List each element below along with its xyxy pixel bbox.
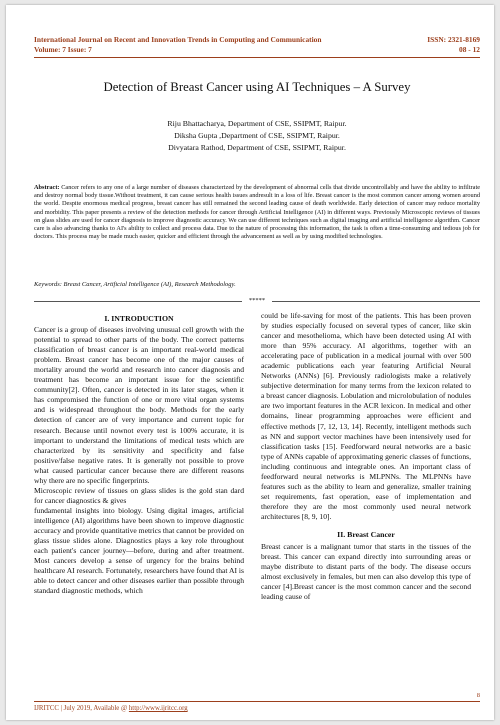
volume-issue: Volume: 7 Issue: 7: [34, 44, 92, 54]
right-paragraph-1: could be life-saving for most of the patients. This has been proven by studies especially focused on several types of cancer, like skin cancer and mesothelioma, which have been detected using AI with more than 95% accuracy. AI algorithms, together with an accelerating pace of publication in a medical journal with over 500 academic publications each year featuring Artificial Neural Networks (ANNs) [6]. Previously radiologists make a relatively subjective determination for many terms from the lexicon related to a breast cancer diagnosis. Lobulation and microlobulation of nodules are two important features in the ACR lexicon. In medical and other domains, linear programming approaches were efficient and effective methods [7, 12, 13, 14]. Recently, intelligent methods such as NN and support vector machines have been intensively used for classification tasks [15]. Feedforward neural networks are a basic type of ANNs capable of approximating generic classes of functions, including continuous and integrable ones. An important class of feedforward neural networks is MLPNNs. The MLPNNs have features such as the ability to learn and generalize, smaller training set requirements, fast operation, ease of implementation and therefore they are the most commonly used neural network architectures [8, 9, 10].: [261, 311, 471, 521]
left-column: [34, 314, 244, 596]
intro-paragraph-3: fundamental insights into biology. Using digital images, artificial intelligence (AI) algorithms have been shown to improve diagnostic accuracy and provide quantitative metrics that cannot be provided on glass tissue slides alone. Diagnostics plays a key role throughout each patient's cancer journey—before, during and after treatment. Most cancers develop a sense of urgency for the brains behind healthcare AI research. Fortunately, researchers have found that AI is able to detect cancer and other diseases earlier than possible through standard diagnostic methods, which: [34, 505, 244, 596]
breast-cancer-heading: II. Breast Cancer: [337, 529, 395, 539]
intro-paragraph-2: Microscopic review of tissues on glass slides is the gold stan dard for cancer diagnostics & gives: [34, 485, 244, 505]
header-divider: [34, 57, 480, 58]
abstract-label: Abstract:: [34, 184, 60, 191]
author-1: Riju Bhattacharya, Department of CSE, SSIPMT, Raipur.: [167, 119, 347, 128]
breast-cancer-paragraph: Breast cancer is a malignant tumor that starts in the tissues of the breast. This cancer can expand directly into surrounding areas or maybe distribute to distant parts of the body. The disease occurs almost exclusively in females, but men can also develop this type of cancer [4].Breast cancer is the most common cancer and the second leading cause of: [261, 542, 471, 602]
author-list: [34, 118, 480, 155]
issn-header: [427, 35, 480, 54]
paper-page: [6, 5, 494, 720]
footer: [34, 705, 188, 712]
right-column: [261, 311, 471, 602]
keywords: Keywords: Breast Cancer, Artificial Intelligence (AI), Research Methodology.: [34, 281, 236, 288]
section-separator: [34, 297, 480, 305]
separator-stars: *****: [248, 297, 266, 304]
page-number: 8: [476, 692, 480, 699]
paper-title: Detection of Breast Cancer using AI Techniques – A Survey: [103, 80, 411, 94]
separator-line-right: [272, 301, 480, 302]
page-range: 08 - 12: [459, 44, 480, 54]
intro-paragraph-1: Cancer is a group of diseases involving unusual cell growth with the potential to spread to other parts of the body. The correct patterns classification of breast cancer is an important real-world medical problem. Breast cancer has become one of the major causes of mortality around the world and research into cancer diagnosis and treatment has become an important issue for the scientific community[2]. Often, cancer is detected in its later stages, when it has compromised the function of one or more vital organ systems and is widespread throughout the body. Methods for the early detection of cancer are of very importance and current topic for research. Because until nownot every test is 100% accurate, it is important to understand the limitations of medical tests which are characterized by its sensitivity and specificity and false positive/false negative rates. It is generally not possible to prove what caused particular cancer because there are different reasons why there are no specific fingerprints.: [34, 325, 244, 485]
author-2: Diksha Gupta ,Department of CSE, SSIPMT, Raipur.: [174, 131, 340, 141]
author-3: Divyatara Rathod, Department of CSE, SSIPMT, Raipur.: [168, 143, 346, 153]
footer-text: IJRITCC | July 2019, Available @: [34, 705, 129, 712]
footer-divider: [34, 701, 480, 702]
footer-link[interactable]: http://www.ijritcc.org: [128, 705, 188, 712]
introduction-heading: I. INTRODUCTION: [104, 314, 174, 323]
abstract-text: Cancer refers to any one of a large number of diseases characterized by the development of abnormal cells that divide uncontrollably and have the ability to infiltrate and destroy normal body tissue.Without treatment, it can cause serious health issues andresult in a loss of life. Breast cancer is the most common cancer among women around the world. Despite enormous medical progress, breast cancer has still remained the second leading cause of death worldwide. Early detection of cancer may reduce mortality and morbidity. This paper presents a review of the detection methods for cancer through Artificial Intelligence (AI) in different ways. Previously Microscopic reviews of tissues on glass slides are used for cancer diagnosis to improve diagnostic accuracy. We can use different techniques such as digital imaging and artificial intelligence algorithm. Cancer care is also advancing thanks to AI's ability to collect and process data. Due to the nature of processing this information, the task is often a time-consuming and tedious job for doctors. This process may be made much easier, quicker and efficient through the advancement as well as by using modified technologies.: [34, 184, 480, 241]
journal-header: [34, 35, 321, 54]
journal-name: International Journal on Recent and Innovation Trends in Computing and Communication: [34, 35, 322, 44]
abstract: [34, 184, 480, 241]
issn: ISSN: 2321-8169: [427, 35, 480, 44]
